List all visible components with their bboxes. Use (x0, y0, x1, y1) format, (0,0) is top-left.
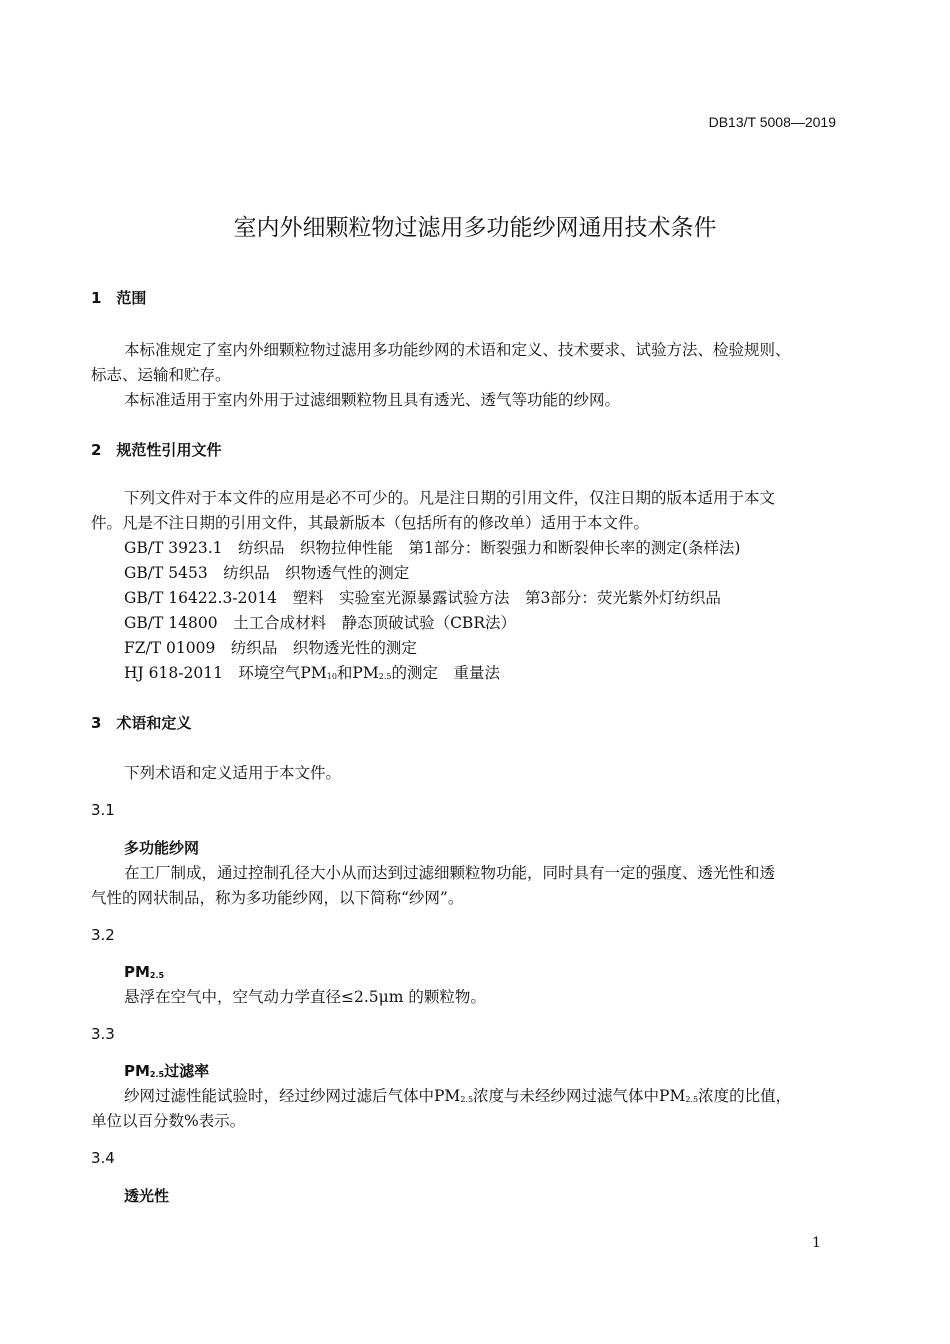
term-name: 多功能纱网 (124, 839, 200, 857)
term-text: PM (124, 1062, 150, 1080)
s1-paragraph: 本标准适用于室内外用于过滤细颗粒物且具有透光、透气等功能的纱网。 (124, 391, 621, 409)
s3-intro: 下列术语和定义适用于本文件。 (124, 764, 342, 782)
term-name (124, 1061, 209, 1085)
section-3-heading: 3 术语和定义 (91, 714, 192, 732)
section-1-heading: 1 范围 (91, 289, 147, 307)
term-definition-line (124, 1086, 791, 1110)
def-text: 浓度的比值， (698, 1087, 792, 1105)
s2-paragraph-line: 件。凡是不注日期的引用文件，其最新版本（包括所有的修改单）适用于本文件。 (91, 514, 650, 532)
def-text: 纱网过滤性能试验时，经过纱网过滤后气体中PM (124, 1087, 461, 1105)
subscript: 2.5 (149, 971, 165, 980)
ref-text: HJ 618-2011 环境空气PM (124, 664, 327, 682)
term-definition-line: 在工厂制成，通过控制孔径大小从而达到过滤细颗粒物功能，同时具有一定的强度、透光性和透 (124, 864, 776, 882)
reference-item: GB/T 16422.3-2014 塑料 实验室光源暴露试验方法 第3部分：荧光紫外灯纺织品 (124, 589, 721, 607)
section-2-heading: 2 规范性引用文件 (91, 441, 222, 459)
def-text: 浓度与未经纱网过滤气体中PM (473, 1087, 686, 1105)
subscript: 2.5 (685, 1095, 699, 1104)
subscript: 2.5 (149, 1070, 165, 1079)
reference-item (124, 663, 500, 687)
s2-paragraph-line: 下列文件对于本文件的应用是必不可少的。凡是注日期的引用文件，仅注日期的版本适用于本文 (124, 489, 776, 507)
s1-paragraph-line: 本标准规定了室内外细颗粒物过滤用多功能纱网的术语和定义、技术要求、试验方法、检验规则、 (124, 341, 791, 359)
reference-item: GB/T 3923.1 纺织品 织物拉伸性能 第1部分：断裂强力和断裂伸长率的测定(条样法) (124, 539, 741, 557)
ref-text: 和PM (336, 664, 379, 682)
term-number: 3.4 (91, 1149, 115, 1167)
term-name: 透光性 (124, 1187, 170, 1205)
reference-item: GB/T 14800 土工合成材料 静态顶破试验（CBR法） (124, 614, 516, 632)
term-name (124, 962, 164, 986)
term-number: 3.3 (91, 1025, 115, 1043)
reference-item: FZ/T 01009 纺织品 织物透光性的测定 (124, 639, 417, 657)
term-definition-line: 悬浮在空气中，空气动力学直径≤2.5μm 的颗粒物。 (124, 988, 486, 1006)
s1-paragraph-line: 标志、运输和贮存。 (91, 366, 231, 384)
subscript: 10 (326, 672, 337, 681)
subscript: 2.5 (460, 1095, 474, 1104)
ref-text: 的测定 重量法 (391, 664, 500, 682)
term-number: 3.1 (91, 801, 115, 819)
reference-item: GB/T 5453 纺织品 织物透气性的测定 (124, 564, 410, 582)
document-number: DB13/T 5008—2019 (708, 114, 836, 130)
term-definition-line: 单位以百分数%表示。 (91, 1112, 246, 1130)
term-text: PM (124, 963, 150, 981)
page-title: 室内外细颗粒物过滤用多功能纱网通用技术条件 (233, 215, 717, 241)
term-definition-line: 气性的网状制品，称为多功能纱网，以下简称“纱网”。 (91, 889, 464, 907)
page-number: 1 (812, 1235, 821, 1251)
term-number: 3.2 (91, 926, 115, 944)
subscript: 2.5 (378, 672, 392, 681)
term-text: 过滤率 (164, 1062, 210, 1080)
